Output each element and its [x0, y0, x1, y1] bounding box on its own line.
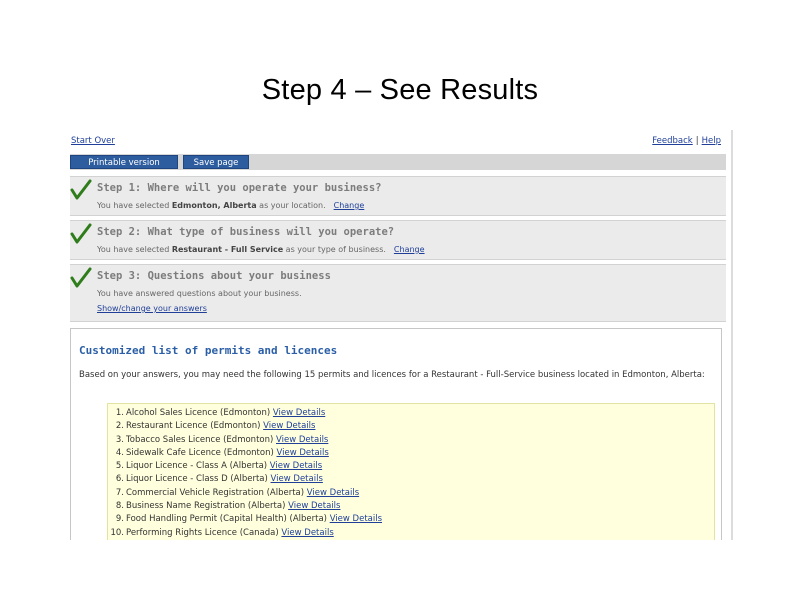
permit-name: Tobacco Sales Licence (Edmonton) [126, 434, 274, 445]
permit-name: Performing Rights Licence (Canada) [126, 527, 279, 538]
view-details-link[interactable]: View Details [306, 487, 360, 498]
checkmark-icon [70, 267, 92, 289]
step-3-description: You have answered questions about your business. [97, 289, 302, 298]
results-intro: Based on your answers, you may need the following 15 permits and licences for a Restaurant - Full-Service business located in Edmonton, Alberta: [79, 370, 705, 380]
checkmark-icon [70, 179, 92, 201]
results-panel [70, 328, 722, 540]
help-link[interactable]: Help [701, 136, 721, 146]
show-change-answers-link[interactable]: Show/change your answers [97, 304, 207, 313]
step-3-heading: Step 3: Questions about your business [97, 270, 331, 282]
permit-number: 2. [115, 421, 124, 432]
permit-list-item [108, 527, 714, 540]
permit-number: 4. [115, 447, 124, 458]
step-3-link-row [97, 304, 207, 313]
permit-number: 1. [115, 408, 124, 418]
step-2-desc-prefix: You have selected [97, 245, 172, 254]
view-details-link[interactable]: View Details [281, 527, 334, 538]
save-page-button[interactable]: Save page [183, 155, 249, 169]
permit-list-item [108, 500, 714, 513]
slide-title: Step 4 – See Results [261, 74, 539, 106]
step-1-heading: Step 1: Where will you operate your business? [97, 182, 382, 194]
step-1-desc-prefix: You have selected [97, 201, 172, 210]
permits-list-box [107, 403, 715, 540]
permit-name: Food Handling Permit (Capital Health) (Alberta) [126, 514, 327, 525]
printable-version-button[interactable]: Printable version [70, 155, 178, 169]
permit-list-item [108, 473, 714, 486]
step-1-panel [70, 176, 726, 216]
step-1-description [97, 201, 364, 210]
permit-number: 5. [115, 461, 124, 472]
panel-edge [731, 130, 733, 540]
permit-list-item [108, 420, 714, 433]
permit-number: 8. [115, 501, 124, 512]
permit-list-item [108, 460, 714, 473]
toolbar [70, 154, 726, 170]
view-details-link[interactable]: View Details [329, 514, 383, 525]
step-2-desc-suffix: as your type of business. [283, 245, 386, 254]
checkmark-icon [70, 223, 92, 245]
link-separator: | [695, 136, 699, 146]
permit-list-item [108, 513, 714, 526]
permit-name: Commercial Vehicle Registration (Alberta) [126, 487, 305, 498]
step-2-description [97, 245, 425, 254]
step-2-heading: Step 2: What type of business will you operate? [97, 226, 395, 238]
permit-list-item [108, 447, 714, 460]
step-3-panel [70, 264, 726, 322]
permit-number: 10. [110, 527, 124, 538]
start-over-link[interactable]: Start Over [71, 136, 115, 146]
permit-list-item [108, 434, 714, 447]
view-details-link[interactable]: View Details [270, 474, 323, 485]
permit-list-item [108, 487, 714, 500]
step-1-change-link[interactable]: Change [333, 201, 365, 210]
step-2-change-link[interactable]: Change [393, 245, 425, 254]
screenshot-panel [67, 130, 733, 540]
header-right-links [652, 136, 721, 146]
permit-name: Liquor Licence - Class D (Alberta) [126, 474, 268, 485]
step-2-selected-value: Restaurant - Full Service [171, 245, 284, 254]
permit-list-item [108, 407, 714, 420]
permit-name: Business Name Registration (Alberta) [126, 501, 286, 512]
top-links [71, 136, 721, 148]
step-2-panel [70, 220, 726, 260]
view-details-link[interactable]: View Details [269, 461, 323, 472]
permit-name: Restaurant Licence (Edmonton) [126, 421, 261, 432]
results-title: Customized list of permits and licences [79, 344, 338, 357]
permit-name: Liquor Licence - Class A (Alberta) [126, 461, 268, 472]
permit-name: Alcohol Sales Licence (Edmonton) [126, 408, 271, 418]
view-details-link[interactable]: View Details [276, 434, 329, 445]
step-1-selected-value: Edmonton, Alberta [171, 201, 257, 210]
view-details-link[interactable]: View Details [276, 447, 329, 458]
permit-number: 9. [115, 514, 124, 525]
step-1-desc-suffix: as your location. [256, 201, 326, 210]
permits-list [108, 404, 714, 540]
permit-number: 6. [115, 474, 124, 485]
view-details-link[interactable]: View Details [288, 501, 341, 512]
feedback-link[interactable]: Feedback [652, 136, 693, 146]
permit-name: Sidewalk Cafe Licence (Edmonton) [126, 447, 274, 458]
view-details-link[interactable]: View Details [263, 421, 316, 432]
view-details-link[interactable]: View Details [272, 408, 326, 418]
permit-number: 3. [115, 434, 124, 445]
permit-number: 7. [115, 487, 124, 498]
